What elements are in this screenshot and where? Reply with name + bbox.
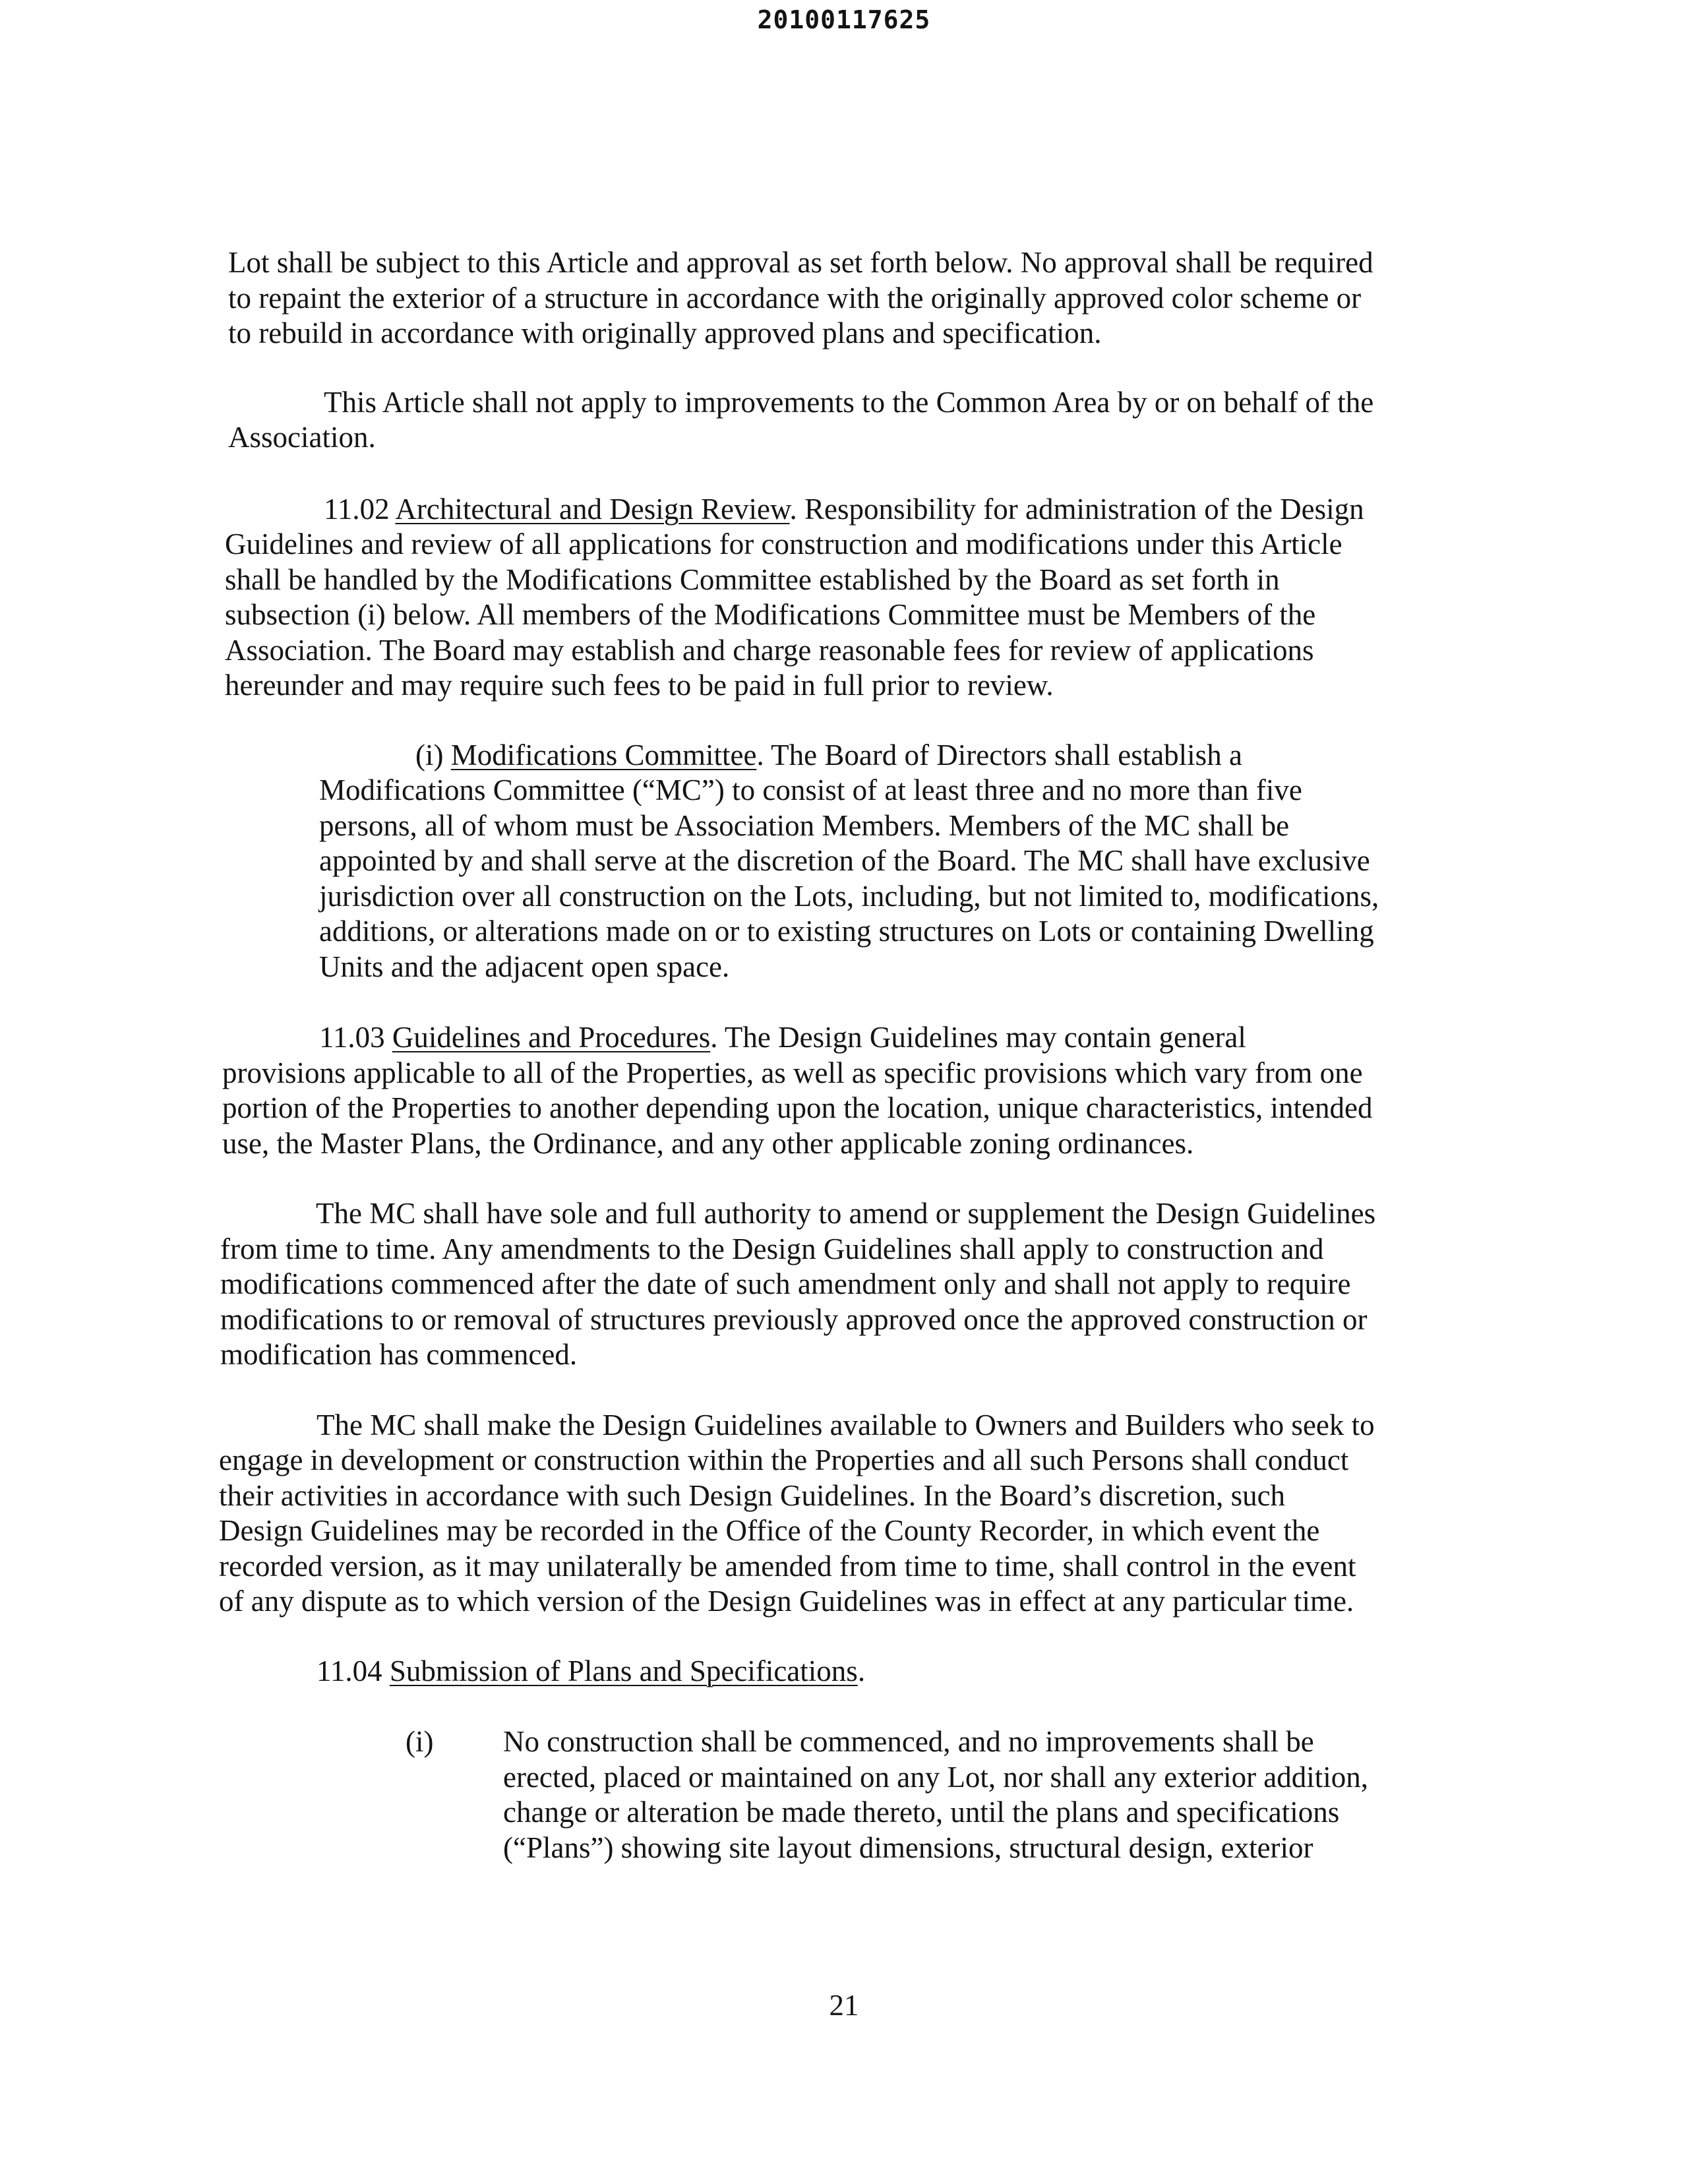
- subsection-enum: (i): [406, 1725, 434, 1758]
- page-number: 21: [829, 1989, 859, 2022]
- section-heading: Architectural and Design Review: [395, 492, 790, 526]
- paragraph-mc-authority: The MC shall have sole and full authority to amend or supplement the Design Guidelines from time to time. Any amendments to the Design Guidelines shall apply to construction and modifications commenced after the date of such amendment only and shall not apply to require modifications to or removal of structures previously approved once the approved construction or modification has commenced.: [220, 1197, 1376, 1371]
- subsection-enum: (i): [415, 738, 444, 772]
- subsection-text: The Board of Directors shall establish a Modifications Committee (“MC”) to consist of at least three and no more than five persons, all of whom must be Association Members. Members of the MC shall be appointed by and shall serve at the discretion of the Board. The MC shall have exclusive jurisdiction over all construction on the Lots, including, but not limited to, modifications, additions, or alterations made on or to existing structures on Lots or containing Dwelling Units and the adjacent open space.: [319, 738, 1379, 983]
- section-number: 11.04: [316, 1654, 382, 1687]
- section-number: 11.02: [324, 492, 390, 526]
- subsection-modifications-committee: (i) Modifications Committee. The Board of Directors shall establish a Modifications Committee (“MC”) to consist of at least three and no more than five persons, all of whom must be Association Members. Members of the MC shall be appointed by and shall serve at the discretion of the Board. The MC shall have exclusive jurisdiction over all construction on the Lots, including, but not limited to, modifications, additions, or alterations made on or to existing structures on Lots or containing Dwelling Units and the adjacent open space.: [319, 738, 1379, 983]
- subsection-i-plans: [0, 1724, 1688, 1869]
- page-body: [0, 245, 1688, 1869]
- document-number: 20100117625: [757, 5, 931, 34]
- section-heading: Guidelines and Procedures: [392, 1021, 711, 1054]
- paragraph-lot-approval: Lot shall be subject to this Article and approval as set forth below. No approval shall be required to repaint the exterior of a structure in accordance with the originally approved color scheme or to rebuild in accordance with originally approved plans and specification.: [228, 246, 1373, 349]
- section-heading: Submission of Plans and Specifications: [389, 1654, 858, 1687]
- paragraph-design-guidelines-availability: The MC shall make the Design Guidelines available to Owners and Builders who seek to engage in development or construction within the Properties and all such Persons shall conduct their activities in accordance with such Design Guidelines. In the Board’s discretion, such Design Guidelines may be recorded in the Office of the County Recorder, in which event the recorded version, as it may unilaterally be amended from time to time, shall control in the event of any dispute as to which version of the Design Guidelines was in effect at any particular time.: [219, 1408, 1375, 1618]
- section-text: Responsibility for administration of the Design Guidelines and review of all applications for construction and modifications under this Article shall be handled by the Modifications Committee established by the Board as set forth in subsection (i) below. All members of the Modifications Committee must be Members of the Association. The Board may establish and charge reasonable fees for review of applications hereunder and may require such fees to be paid in full prior to review.: [225, 492, 1364, 702]
- subsection-text: No construction shall be commenced, and no improvements shall be erected, placed or maintained on any Lot, nor shall any exterior addition, change or alteration be made thereto, until the plans and specifications (“Plans”) showing site layout dimensions, structural design, exterior: [503, 1725, 1369, 1864]
- section-11-04: 11.04 Submission of Plans and Specifications.: [316, 1654, 866, 1687]
- subsection-heading: Modifications Committee: [450, 738, 757, 772]
- section-11-03: 11.03 Guidelines and Procedures. The Design Guidelines may contain general provisions applicable to all of the Properties, as well as specific provisions which vary from one portion of the Properties to another depending upon the location, unique characteristics, intended use, the Master Plans, the Ordinance, and any other applicable zoning ordinances.: [222, 1021, 1373, 1160]
- section-text: The Design Guidelines may contain general provisions applicable to all of the Properties, as well as specific provisions which vary from one portion of the Properties to another depending upon the location, unique characteristics, intended use, the Master Plans, the Ordinance, and any other applicable zoning ordinances.: [222, 1021, 1373, 1160]
- paragraph-common-area: This Article shall not apply to improvements to the Common Area by or on behalf of the Association.: [228, 385, 1374, 454]
- section-11-02: 11.02 Architectural and Design Review. Responsibility for administration of the Design Guidelines and review of all applications for construction and modifications under this Article shall be handled by the Modifications Committee established by the Board as set forth in subsection (i) below. All members of the Modifications Committee must be Members of the Association. The Board may establish and charge reasonable fees for review of applications hereunder and may require such fees to be paid in full prior to review.: [225, 492, 1364, 702]
- section-number: 11.03: [319, 1021, 385, 1054]
